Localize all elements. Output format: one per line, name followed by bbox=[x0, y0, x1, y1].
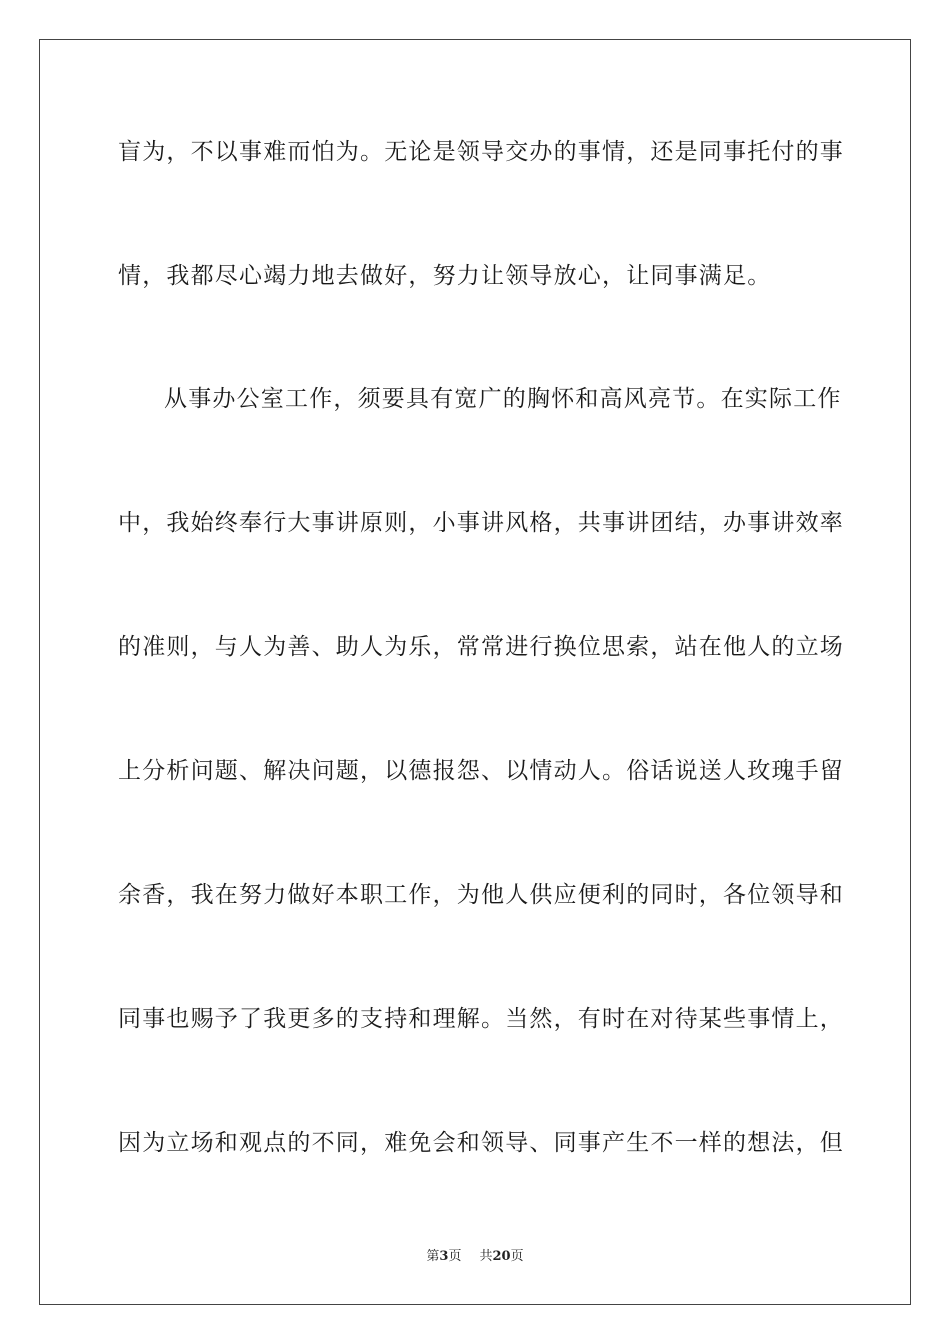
total-suffix: 页 bbox=[510, 1249, 524, 1264]
body-text-line: 的准则，与人为善、助人为乐，常常进行换位思索，站在他人的立场 bbox=[118, 634, 844, 660]
total-prefix: 共 bbox=[479, 1249, 493, 1264]
total-pages: 20 bbox=[492, 1249, 511, 1264]
body-text-line: 中，我始终奉行大事讲原则，小事讲风格，共事讲团结，办事讲效率 bbox=[118, 510, 844, 536]
body-text-line: 同事也赐予了我更多的支持和理解。当然，有时在对待某些事情上， bbox=[118, 1006, 844, 1032]
page-suffix: 页 bbox=[448, 1249, 462, 1264]
body-text-line: 情，我都尽心竭力地去做好，努力让领导放心，让同事满足。 bbox=[118, 263, 772, 289]
page-prefix: 第 bbox=[426, 1249, 440, 1264]
paragraph-start-line: 从事办公室工作，须要具有宽广的胸怀和高风亮节。在实际工作 bbox=[164, 386, 842, 412]
body-text-line: 盲为，不以事难而怕为。无论是领导交办的事情，还是同事托付的事 bbox=[118, 139, 844, 165]
page-border bbox=[39, 39, 911, 1305]
page-number: 3 bbox=[439, 1249, 449, 1264]
body-text-line: 因为立场和观点的不同，难免会和领导、同事产生不一样的想法，但 bbox=[118, 1130, 844, 1156]
body-text-line: 余香，我在努力做好本职工作，为他人供应便利的同时，各位领导和 bbox=[118, 882, 844, 908]
page-footer bbox=[0, 1248, 950, 1266]
body-text-line: 上分析问题、解决问题，以德报怨、以情动人。俗话说送人玫瑰手留 bbox=[118, 758, 844, 784]
